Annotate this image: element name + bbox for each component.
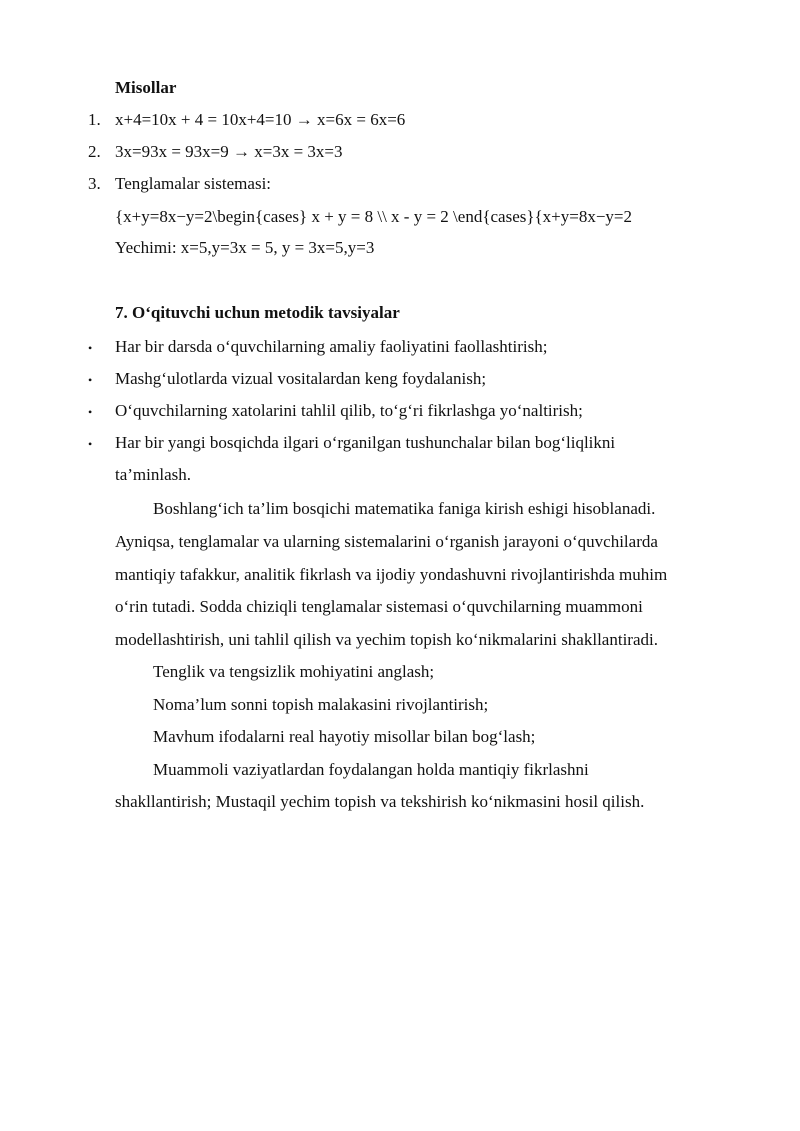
recommendation-text: O‘quvchilarning xatolarini tahlil qilib, to‘g‘ri fikrlashga yo‘naltirish; — [115, 401, 583, 420]
bullet-icon: • — [88, 405, 93, 419]
goal-line: Mavhum ifodalarni real hayotiy misollar bilan bog‘lash; — [153, 727, 536, 746]
paragraph-line: o‘rin tutadi. Sodda chiziqli tenglamalar sistemasi o‘quvchilarning muammoni — [115, 597, 643, 616]
goal-line: Tenglik va tengsizlik mohiyatini anglash; — [153, 662, 435, 681]
example-text: Tenglamalar sistemasi: — [115, 174, 272, 193]
example-text: x+4=10x + 4 = 10x+4=10 → x=6x = 6x=6 — [115, 110, 406, 129]
example-number: 2. — [88, 142, 101, 161]
bullet-icon: • — [88, 373, 93, 387]
example-number: 3. — [88, 174, 101, 193]
final-line: shakllantirish; Mustaqil yechim topish va tekshirish ko‘nikmasini hosil qilish. — [115, 792, 645, 811]
example-text: 3x=93x = 93x=9 → x=3x = 3x=3 — [115, 142, 343, 161]
recommendations-heading: 7. O‘qituvchi uchun metodik tavsiyalar — [115, 303, 400, 322]
paragraph-line: Ayniqsa, tenglamalar va ularning sistemalarini o‘rganish jarayoni o‘quvchilarda — [115, 532, 658, 551]
recommendation-text-continuation: ta’minlash. — [115, 465, 192, 484]
recommendation-text: Har bir yangi bosqichda ilgari o‘rganilgan tushunchalar bilan bog‘liqlikni — [115, 433, 616, 452]
bullet-icon: • — [88, 341, 93, 355]
paragraph-line: mantiqiy tafakkur, analitik fikrlash va ijodiy yondashuvni rivojlantirishda muhim — [115, 565, 668, 584]
recommendation-text: Mashg‘ulotlarda vizual vositalardan keng foydalanish; — [115, 369, 487, 388]
paragraph-line: modellashtirish, uni tahlil qilish va yechim topish ko‘nikmalarini shakllantiradi. — [115, 630, 658, 649]
bullet-icon: • — [88, 437, 93, 451]
goal-line: Noma’lum sonni topish malakasini rivojlantirish; — [153, 695, 489, 714]
equation-system-line: {x+y=8x−y=2\begin{cases} x + y = 8 \\ x - y = 2 \end{cases}{x+y=8x−y=2 — [115, 207, 633, 226]
solution-line: Yechimi: x=5,y=3x = 5, y = 3x=5,y=3 — [115, 238, 375, 257]
goal-line: Muammoli vaziyatlardan foydalangan holda mantiqiy fikrlashni — [153, 760, 589, 779]
paragraph-line: Boshlang‘ich ta’lim bosqichi matematika faniga kirish eshigi hisoblanadi. — [153, 499, 656, 518]
examples-heading: Misollar — [115, 78, 177, 97]
example-number: 1. — [88, 110, 101, 129]
recommendation-text: Har bir darsda o‘quvchilarning amaliy faoliyatini faollashtirish; — [115, 337, 548, 356]
